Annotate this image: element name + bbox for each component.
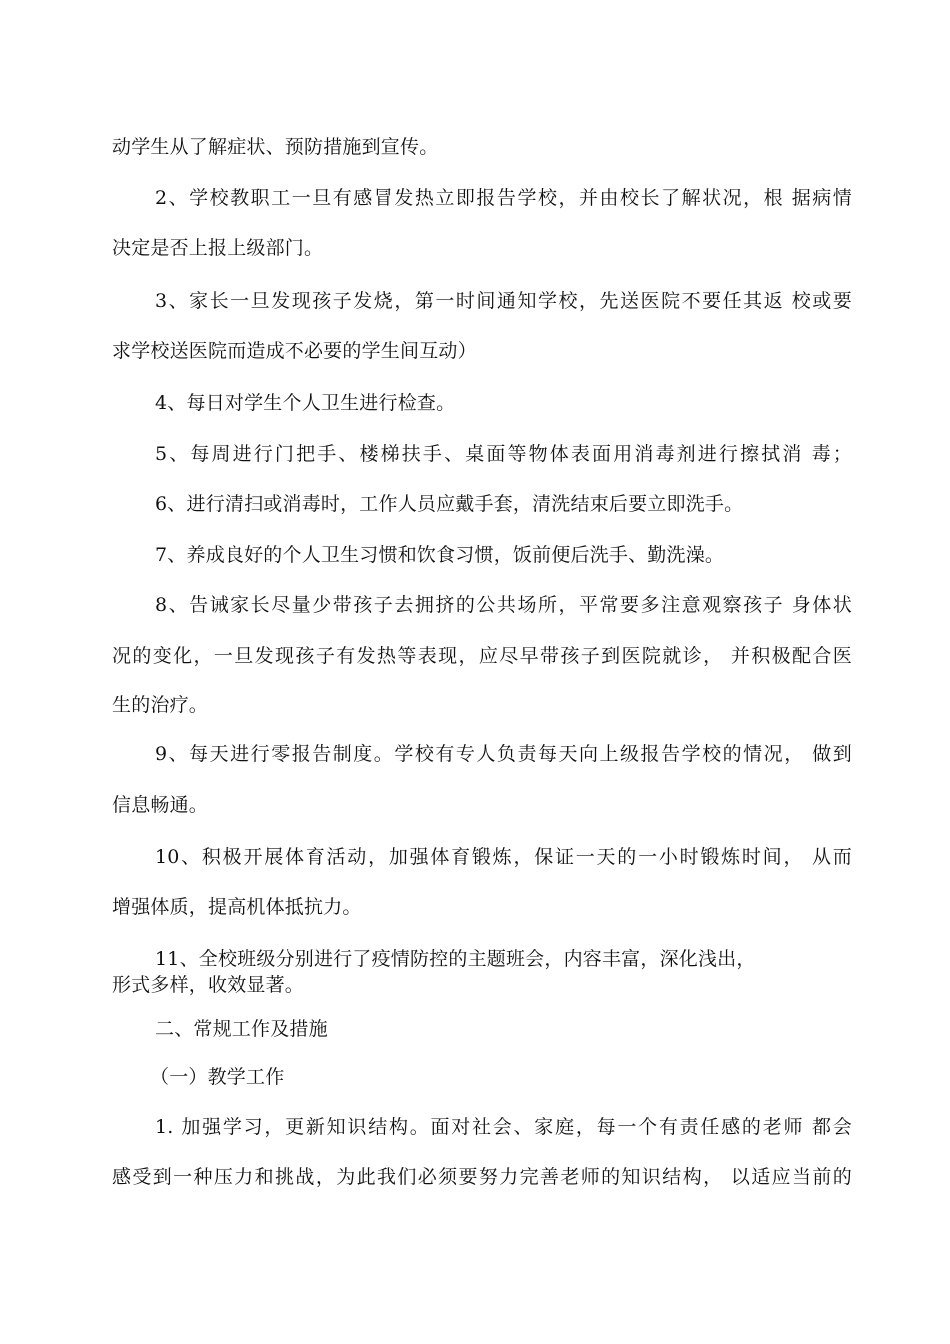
text-line: 生的治疗。 <box>112 694 209 716</box>
text-line: 感受到一种压力和挑战，为此我们必须要努力完善老师的知识结构， 以适应当前的 <box>112 1166 852 1188</box>
text-line: 决定是否上报上级部门。 <box>112 237 324 259</box>
text-line: 10、积极开展体育活动，加强体育锻炼，保证一天的一小时锻炼时间， 从而 <box>155 846 852 868</box>
text-line: 形式多样，收效显著。 <box>112 974 305 996</box>
text-line: 况的变化，一旦发现孩子有发热等表现，应尽早带孩子到医院就诊， 并积极配合医 <box>112 645 852 667</box>
subsection-heading: （一）教学工作 <box>150 1066 285 1088</box>
text-line: 6、进行清扫或消毒时，工作人员应戴手套，清洗结束后要立即洗手。 <box>155 493 744 515</box>
text-line: 1. 加强学习，更新知识结构。面对社会、家庭，每一个有责任感的老师 都会 <box>155 1116 852 1138</box>
text-line: 3、家长一旦发现孩子发烧，第一时间通知学校，先送医院不要任其返 校或要 <box>155 290 852 312</box>
text-line: 5、每周进行门把手、楼梯扶手、桌面等物体表面用消毒剂进行擦拭消 毒； <box>155 443 852 465</box>
text-line: 11、全校班级分别进行了疫情防控的主题班会，内容丰富，深化浅出， <box>155 948 756 970</box>
text-line: 4、每日对学生个人卫生进行检查。 <box>155 392 456 414</box>
text-line: 增强体质，提高机体抵抗力。 <box>112 896 362 918</box>
text-line: 信息畅通。 <box>112 794 209 816</box>
text-line: 动学生从了解症状、预防措施到宣传。 <box>112 136 439 158</box>
text-line: 8、告诫家长尽量少带孩子去拥挤的公共场所，平常要多注意观察孩子 身体状 <box>155 594 852 616</box>
text-line: 7、养成良好的个人卫生习惯和饮食习惯，饭前便后洗手、勤洗澡。 <box>155 544 725 566</box>
text-line: 2、学校教职工一旦有感冒发热立即报告学校，并由校长了解状况，根 据病情 <box>155 187 852 209</box>
text-line: 9、每天进行零报告制度。学校有专人负责每天向上级报告学校的情况， 做到 <box>155 743 852 765</box>
section-heading: 二、常规工作及措施 <box>155 1018 328 1040</box>
text-line: 求学校送医院而造成不必要的学生间互动） <box>112 340 477 362</box>
